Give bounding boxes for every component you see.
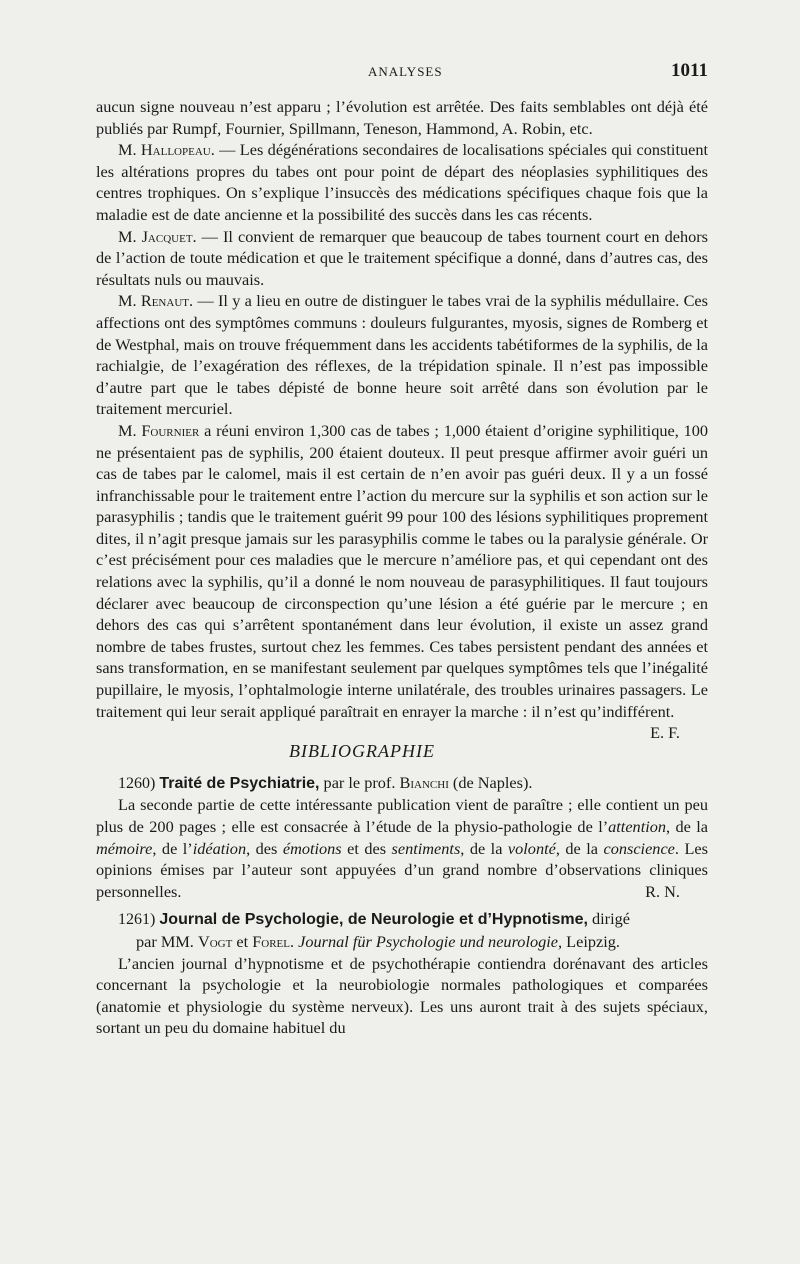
paragraph-text: a réuni environ 1,300 cas de tabes ; 1,000 étaient d’origine syphilitique, 100 ne présentaient pas de syphilis, 200 étaient douteux. Il peut presque affirmer avoir guéri un cas de tabes par le calomel, mais il est certain de n’en avoir pas guéri deux. Il y a un fossé infranchissable pour le traitement entre l’action du mercure sur la syphilis et son action sur le parasyphilis ; tandis que le traitement guérit 99 pour 100 des lésions syphilitiques proprement dites, il n’agit presque jamais sur les parasyphilis comme le tabes ou la paralysie générale. Or c’est précisément pour ces maladies que le mercure n’améliore pas, et qui cependant ont des relations avec la syphilis, qu’il a donné le nom nouveau de parasyphilitiques. Il faut toujours déclarer avec beaucoup de circonspection qu’une lésion a été guérie par le mercure ; en dehors des cas qui s’arrêtent spontanément dans leur évolution, il existe un assez grand nombre de tabes frustes, surtout chez les femmes. Ces tabes persistent pendant des années et sans transformation, en se manifestant seulement par quelques symptômes tels que l’inégalité pupillaire, le myosis, l’ophtalmologie interne unilatérale, des troubles urinaires passagers. Le traitement qui leur serait appliqué paraîtrait en enrayer la marche : il n’est qu’indifférent. (96, 420, 708, 721)
entry-text-1261: L’ancien journal d’hypnotisme et de psychothérapie contiendra dorénavant des articles concernant la psychologie et la neurobiologie normales pathologiques et comparées (anatomie et physiologie du système nerveux). Les uns auront trait à des sujets spéciaux, sortant un peu du domaine habituel du (96, 953, 708, 1038)
entry-title: Journal de Psychologie, de Neurologie et d’Hypnotisme, (159, 911, 588, 929)
entry-author: Bianchi (399, 772, 449, 792)
paragraph-fournier (96, 420, 708, 743)
paragraph-renaut (96, 290, 708, 420)
journal-title: Journal für Psychologie und neurologie, (298, 931, 563, 951)
entry-place: Leipzig. (562, 931, 620, 951)
entry-subline (96, 932, 620, 951)
text-run: , de la (460, 838, 508, 858)
speaker-name: M. Hallopeau. (118, 140, 215, 160)
text-run: par MM. (136, 931, 198, 951)
entry-author: Vogt (197, 931, 233, 951)
emphasis: émotions (282, 838, 342, 858)
text-run: . Les opinions émises par l’auteur sont appuyées d’un grand nombre d’observations cliniques personnelles. (96, 838, 708, 901)
text-run: . (290, 931, 299, 951)
entry-number: 1260) (118, 774, 156, 792)
text-run: , des (246, 838, 283, 858)
speaker-name: M. Renaut. (118, 291, 194, 311)
speaker-name: M. Jacquet. (118, 226, 197, 246)
signature: E. F. (650, 723, 680, 743)
text-run: La seconde partie de cette intéressante publication vient de paraître ; elle contient un peu plus de 200 pages ; elle est consacrée à l’étude de la physio-pathologie de l’ (96, 795, 708, 836)
entry-title: Traité de Psychiatrie, (159, 774, 320, 792)
paragraph-text: — Il convient de remarquer que beaucoup de tabes tournent court en dehors de l’action de toute médication et que le traitement spécifique a donné, dans d’autres cas, des résultats nuls ou mauvais. (96, 226, 708, 289)
speaker-name: M. Fournier (118, 420, 200, 440)
entry-text-1260 (96, 794, 708, 902)
paragraph-hallopeau (96, 139, 708, 225)
emphasis: attention (608, 817, 667, 836)
page-body (96, 96, 708, 1039)
paragraph-text: — Les dégénérations secondaires de localisations spéciales qui constituent les altérations propres du tabes ont pour point de départ des néoplasies syphilitiques des centres trophiques. On s’explique l’insuccès des médications spécifiques chaque fois que la maladie est de date ancienne et la possibilité des succès dans les cas récents. (96, 140, 708, 224)
running-title: ANALYSES (368, 64, 443, 79)
emphasis: volonté (507, 838, 556, 858)
entry-by: par le prof. (319, 772, 400, 792)
paragraph-text: — Il y a lieu en outre de distinguer le tabes vrai de la syphilis médullaire. Ces affections ont des symptômes communs : douleurs fulgurantes, myosis, signes de Romberg et de Westphal, mais on trouve fréquemment dans les accidents tabétiformes de la syphilis, de la rachialgie, de l’exagération des réflexes, de la trépidation spinale. Il n’est pas impossible d’autre part que le tabes dépisté de bonne heure soit arrêté dans son évolution par le traitement mercuriel. (96, 291, 708, 419)
paragraph-continuation: aucun signe nouveau n’est apparu ; l’évolution est arrêtée. Des faits semblables ont déjà été publiés par Rumpf, Fournier, Spillmann, Teneson, Hammond, A. Robin, etc. (96, 97, 708, 138)
entry-by: dirigé (587, 909, 630, 929)
entry-heading-1261 (96, 908, 708, 952)
entry-heading-1260 (96, 772, 708, 795)
entry-number: 1261) (118, 911, 156, 929)
emphasis: idéation (192, 838, 247, 858)
emphasis: mémoire (96, 838, 153, 858)
signature: R. N. (645, 881, 680, 901)
emphasis: conscience (603, 838, 675, 858)
text-run: , de la (666, 817, 708, 836)
section-title: BIBLIOGRAPHIE (289, 741, 436, 762)
text-run: , de la (555, 838, 604, 858)
text-run: et des (341, 838, 392, 858)
page-number: 1011 (671, 60, 708, 81)
entry-author: Forel (252, 931, 290, 951)
text-run: et (232, 931, 253, 951)
text-run: , de l’ (152, 838, 193, 858)
page-header (96, 62, 708, 86)
emphasis: sentiments (391, 838, 461, 858)
paragraph-jacquet (96, 226, 708, 291)
entry-place: (de Naples). (448, 772, 533, 792)
